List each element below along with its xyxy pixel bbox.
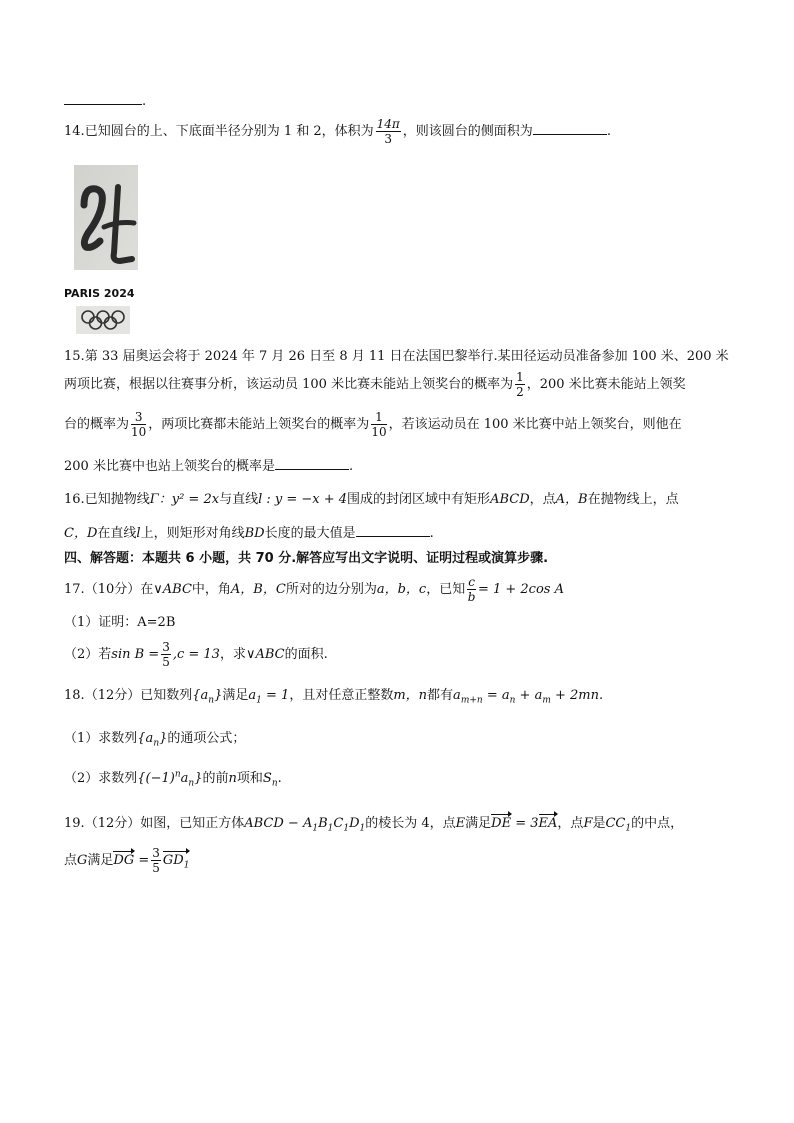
logo-caption: PARIS 2024 (64, 287, 135, 300)
vector-de: DE (491, 816, 512, 831)
vector-ea: EA (538, 816, 558, 831)
vector-dg: DG (113, 853, 135, 868)
q17-ratio: $\frac{c}{b}$ (467, 575, 476, 604)
q14-volume-fraction: $\frac{14\pi}{3}$ (376, 117, 400, 146)
q18-part-1: （1）求数列$\{a_n\}$的通项公式； (64, 731, 246, 749)
olympic-rings (76, 306, 130, 334)
question-15-line-3: 台的概率为 $\frac{3}{10}$ ，两项比赛都未能站上领奖台的概率为 $\frac{1}{10}$ ，若该运动员在 100 米比赛中站上领奖台，则他在 (64, 410, 682, 439)
paris-2024-emblem-image (74, 165, 138, 270)
question-17: 17.（10分）在∨ABC中，角A，B，C所对的边分别为a，b，c，已知 $\frac{c}{b}$ = 1 + 2cos A (64, 575, 564, 604)
q18-part-2: （2）求数列$\{(-1)^na_n\}$的前n项和$S_n$. (64, 769, 282, 789)
q14-number: 14. (64, 124, 85, 139)
vector-gd1: $GD_1$ (162, 853, 190, 871)
paris-2024-logo (74, 165, 138, 270)
q14-text-b: ，则该圆台的侧面积为 (402, 124, 533, 139)
question-18: 18.（12分）已知数列$\{a_n\}$满足$a_1 = 1$，且对任意正整数m，n都有$a_{m+n} = a_n + a_m + 2mn$. (64, 688, 604, 706)
q15-number: 15. (64, 349, 85, 364)
q15-prob-200m: $\frac{3}{10}$ (131, 410, 147, 439)
olympic-rings-icon (76, 306, 130, 334)
q15-answer-blank[interactable] (275, 457, 349, 470)
q17-sinb-fraction: $\frac{3}{5}$ (162, 640, 170, 669)
section-4-heading: 四、解答题：本题共 6 小题，共 70 分.解答应写出文字说明、证明过程或演算步骤. (64, 551, 549, 566)
q19-ratio: $\frac{3}{5}$ (152, 846, 160, 875)
question-16-line-2: C，D在直线l上，则矩形对角线BD长度的最大值是 . (64, 526, 434, 541)
question-15-line-1: 15.第 33 届奥运会将于 2024 年 7 月 26 日至 8 月 11 日在法国巴黎举行.某田径运动员准备参加 100 米、200 米 (64, 349, 729, 364)
q15-prob-both: $\frac{1}{10}$ (371, 410, 387, 439)
q14-text-a: 已知圆台的上、下底面半径分别为 1 和 2，体积为 (84, 124, 374, 139)
question-15-line-2: 两项比赛，根据以往赛事分析，该运动员 100 米比赛未能站上领奖台的概率为 $\frac{1}{2}$ ，200 米比赛未能站上领奖 (64, 370, 686, 399)
q14-answer-blank[interactable] (533, 122, 607, 135)
question-19-line-2: 点G满足DG = $\frac{3}{5}$ $GD_1$ (64, 846, 190, 875)
prev-answer-blank: . (64, 92, 146, 109)
q16-answer-blank[interactable] (356, 524, 430, 537)
q17-part-1: （1）证明：A=2B (64, 615, 176, 630)
q15-prob-100m: $\frac{1}{2}$ (516, 370, 524, 399)
q17-part-2: （2）若sin B = $\frac{3}{5}$ ,c = 13，求∨ABC的面积. (64, 640, 328, 669)
question-14: 14.已知圆台的上、下底面半径分别为 1 和 2，体积为 $\frac{14\pi}{3}$ ，则该圆台的侧面积为 . (64, 117, 611, 146)
question-16-line-1: 16.已知抛物线Γ：y² = 2x与直线l : y = −x + 4围成的封闭区域中有矩形ABCD，点A，B在抛物线上，点 (64, 492, 679, 507)
question-15-line-4: 200 米比赛中也站上领奖台的概率是 . (64, 459, 354, 474)
question-19-line-1: 19.（12分）如图，已知正方体ABCD − $A_1B_1C_1D_1$的棱长为 4，点E满足DE = 3EA，点F是$CC_1$的中点， (64, 816, 684, 834)
